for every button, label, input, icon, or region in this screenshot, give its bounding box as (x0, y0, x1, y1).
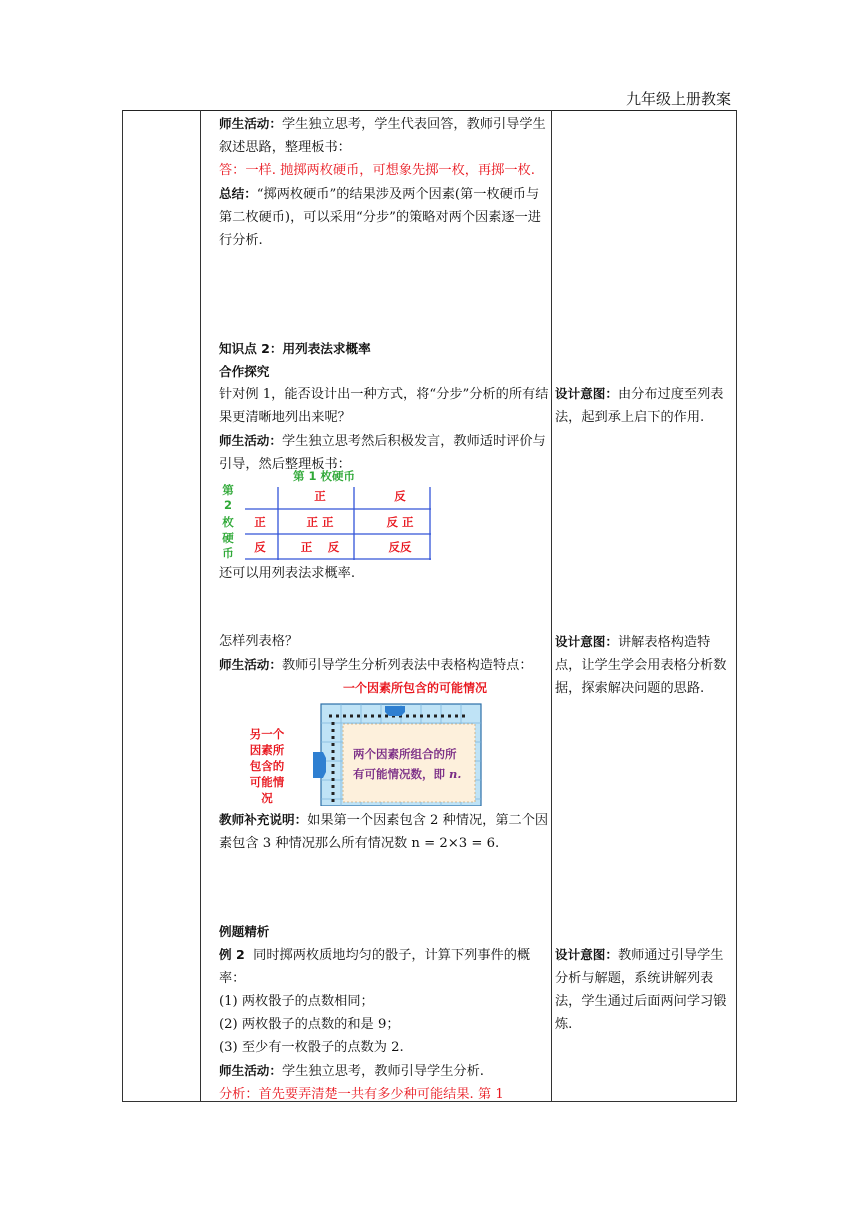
design-intent-label: 设计意图： (555, 947, 618, 962)
analysis-text: 分析：首先要弄清楚一共有多少种可能结果. 第 1 (219, 1087, 504, 1102)
coin-table-svg (219, 468, 434, 566)
design-intent-label: 设计意图： (555, 634, 618, 649)
example-item-1: (1) 两枚骰子的点数相同； (219, 994, 374, 1009)
design-intent-note-1 (555, 382, 730, 429)
column-divider-1 (200, 110, 201, 1101)
design-intent-note-2 (555, 630, 730, 700)
activity-text: 学生独立思考，教师引导学生分析. (281, 1064, 484, 1079)
activity-block-1 (219, 112, 551, 252)
grid-structure-figure (247, 678, 515, 806)
coin-col-header: 反 (394, 489, 406, 503)
label-summary: 总结： (219, 186, 257, 201)
activity-text: 教师引导学生分析列表法中表格构造特点： (281, 658, 533, 673)
grid-structure-svg (247, 678, 515, 806)
grid-top-label: 一个因素所包含的可能情况 (342, 681, 488, 695)
coin-table-figure (219, 468, 434, 566)
design-intent-text: 讲解表格构造特点，让学生学会用表格分析数据，探索解决问题的思路. (555, 635, 727, 696)
side-label-line: 另一个 (249, 727, 285, 741)
activity-block-2 (219, 337, 551, 476)
activity-block-3b (219, 808, 551, 855)
summary-text: “掷两枚硬币”的结果涉及两个因素(第一枚硬币与第二枚硬币)，可以采用“分步”的策略对两个因素逐一进行分析. (219, 187, 541, 248)
knowledge-point-heading: 知识点 2：用列表法求概率 (219, 341, 371, 356)
side-label-line: 况 (261, 791, 273, 805)
design-intent-text: 由分布过度至列表法，起到承上启下的作用. (555, 387, 724, 425)
how-to-table-question: 怎样列表格？ (219, 634, 299, 649)
column-divider-2 (551, 110, 552, 1101)
top-arrow-marker (385, 706, 405, 716)
label-teacher-student-activity: 师生活动： (219, 116, 282, 131)
label-teacher-student-activity: 师生活动： (219, 433, 282, 448)
coin-row-title-char: 2 (223, 498, 233, 512)
coin-row-title-char: 币 (222, 546, 234, 560)
example-item-2: (2) 两枚骰子的点数的和是 9； (219, 1017, 400, 1032)
activity-block-4 (219, 920, 551, 1106)
coin-row-title-char: 枚 (222, 515, 234, 529)
lesson-table (122, 110, 737, 1102)
coin-row-label: 正 (254, 515, 266, 529)
coin-table-after (219, 562, 551, 585)
coin-cell: 反 正 (386, 515, 414, 529)
design-intent-text: 教师通过引导学生分析与解题，系统讲解列表法，学生通过后面两问学习锻炼. (555, 948, 727, 1032)
answer-text: 答：一样. 抛掷两枚硬币，可想象先掷一枚，再掷一枚. (219, 163, 535, 178)
activity-text: 学生独立思考，学生代表回答，教师引导学生叙述思路，整理板书： (219, 117, 546, 155)
label-teacher-note: 教师补充说明： (219, 812, 308, 827)
coin-col-title: 第 1 枚硬币 (292, 469, 356, 483)
coin-row-label: 反 (254, 540, 266, 554)
header-title: 九年级上册教案 (625, 90, 731, 108)
coin-row-title-char: 硬 (222, 531, 234, 545)
side-label-line: 包含的 (249, 759, 285, 773)
page-header (122, 86, 737, 111)
coin-cell: 反反 (388, 540, 412, 554)
example-text: 同时掷两枚质地均匀的骰子，计算下列事件的概率： (219, 948, 531, 986)
cooperative-exploration-heading: 合作探究 (219, 364, 270, 379)
design-intent-label: 设计意图： (555, 386, 618, 401)
side-label-line: 可能情 (249, 775, 285, 789)
activity-text: 学生独立思考然后积极发言，教师适时评价与引导，然后整理板书： (219, 434, 546, 472)
label-teacher-student-activity: 师生活动： (219, 1063, 282, 1078)
example-label: 例 2 (219, 947, 245, 962)
teacher-note-text: 如果第一个因素包含 2 种情况，第二个因素包含 3 种情况那么所有情况数 n = 2×3 = 6. (219, 813, 549, 851)
design-intent-note-3 (555, 943, 730, 1036)
coin-cell: 正 正 (306, 515, 334, 529)
center-text-line-1: 两个因素所组合的所 (353, 747, 457, 761)
example-item-3: (3) 至少有一枚骰子的点数为 2. (219, 1040, 404, 1055)
coin-cell: 正 反 (300, 540, 340, 554)
center-text-line-2: 有可能情况数，即 n. (353, 767, 462, 781)
coin-col-header: 正 (314, 489, 326, 503)
exploration-question: 针对例 1，能否设计出一种方式，将“分步”分析的所有结果更清晰地列出来呢？ (219, 387, 549, 425)
activity-block-3 (219, 630, 551, 677)
after-table-text: 还可以用列表法求概率. (219, 566, 356, 581)
side-label-line: 因素所 (249, 743, 285, 757)
side-arrow-marker (313, 752, 326, 778)
example-heading: 例题精析 (219, 924, 270, 939)
coin-row-title-char: 第 (222, 483, 234, 497)
combined-outcomes-box (343, 724, 475, 802)
label-teacher-student-activity: 师生活动： (219, 657, 282, 672)
